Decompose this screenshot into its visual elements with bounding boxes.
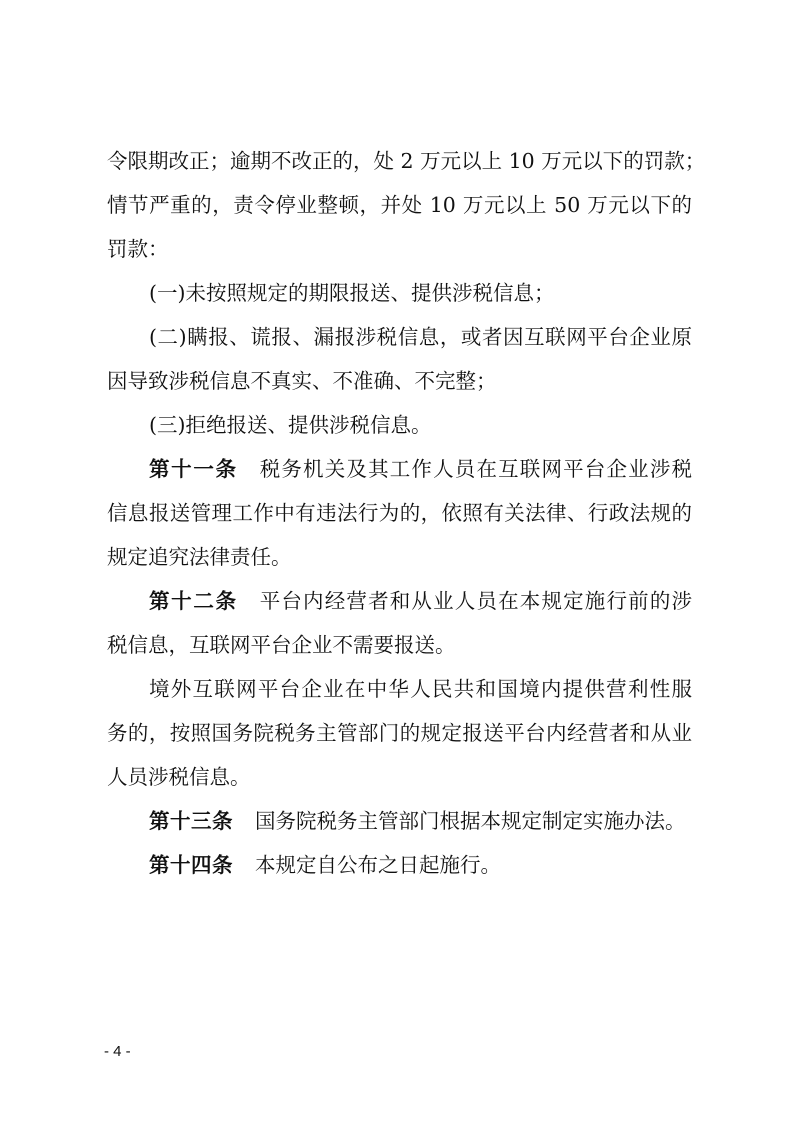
list-item-3: (三)拒绝报送、提供涉税信息。	[149, 413, 432, 437]
paragraph-line: 情节严重的，责令停业整顿，并处 10 万元以上 50 万元以下的	[107, 193, 692, 217]
article-13	[149, 808, 692, 834]
article-14-text: 本规定自公布之日起施行。	[255, 853, 501, 877]
list-item-2-cont: 因导致涉税信息不真实、不准确、不完整；	[107, 369, 497, 393]
article-11	[149, 456, 692, 482]
article-14	[149, 852, 692, 878]
article-13-heading: 第十三条	[149, 809, 233, 833]
paragraph-line: 税信息，互联网平台企业不需要报送。	[107, 633, 456, 657]
list-item-2: (二)瞒报、谎报、漏报涉税信息，或者因互联网平台企业原	[149, 325, 692, 349]
list-item-1: (一)未按照规定的期限报送、提供涉税信息；	[149, 281, 555, 305]
article-11-text: 税务机关及其工作人员在互联网平台企业涉税	[259, 457, 693, 481]
page-number: - 4 -	[104, 1043, 131, 1060]
paragraph-line: 令限期改正；逾期不改正的，处 2 万元以上 10 万元以下的罚款；	[107, 149, 706, 173]
article-12	[149, 588, 692, 614]
paragraph-line: 信息报送管理工作中有违法行为的，依照有关法律、行政法规的	[107, 501, 692, 525]
paragraph-line: 规定追究法律责任。	[107, 545, 292, 569]
paragraph-line: 境外互联网平台企业在中华人民共和国境内提供营利性服	[149, 677, 692, 701]
article-14-heading: 第十四条	[149, 853, 233, 877]
paragraph-line: 人员涉税信息。	[107, 765, 251, 789]
article-12-text: 平台内经营者和从业人员在本规定施行前的涉	[259, 589, 693, 613]
article-12-heading: 第十二条	[149, 589, 238, 613]
article-11-heading: 第十一条	[149, 457, 238, 481]
article-13-text: 国务院税务主管部门根据本规定制定实施办法。	[255, 809, 686, 833]
paragraph-line: 罚款：	[107, 237, 169, 261]
paragraph-line: 务的，按照国务院税务主管部门的规定报送平台内经营者和从业	[107, 721, 692, 745]
